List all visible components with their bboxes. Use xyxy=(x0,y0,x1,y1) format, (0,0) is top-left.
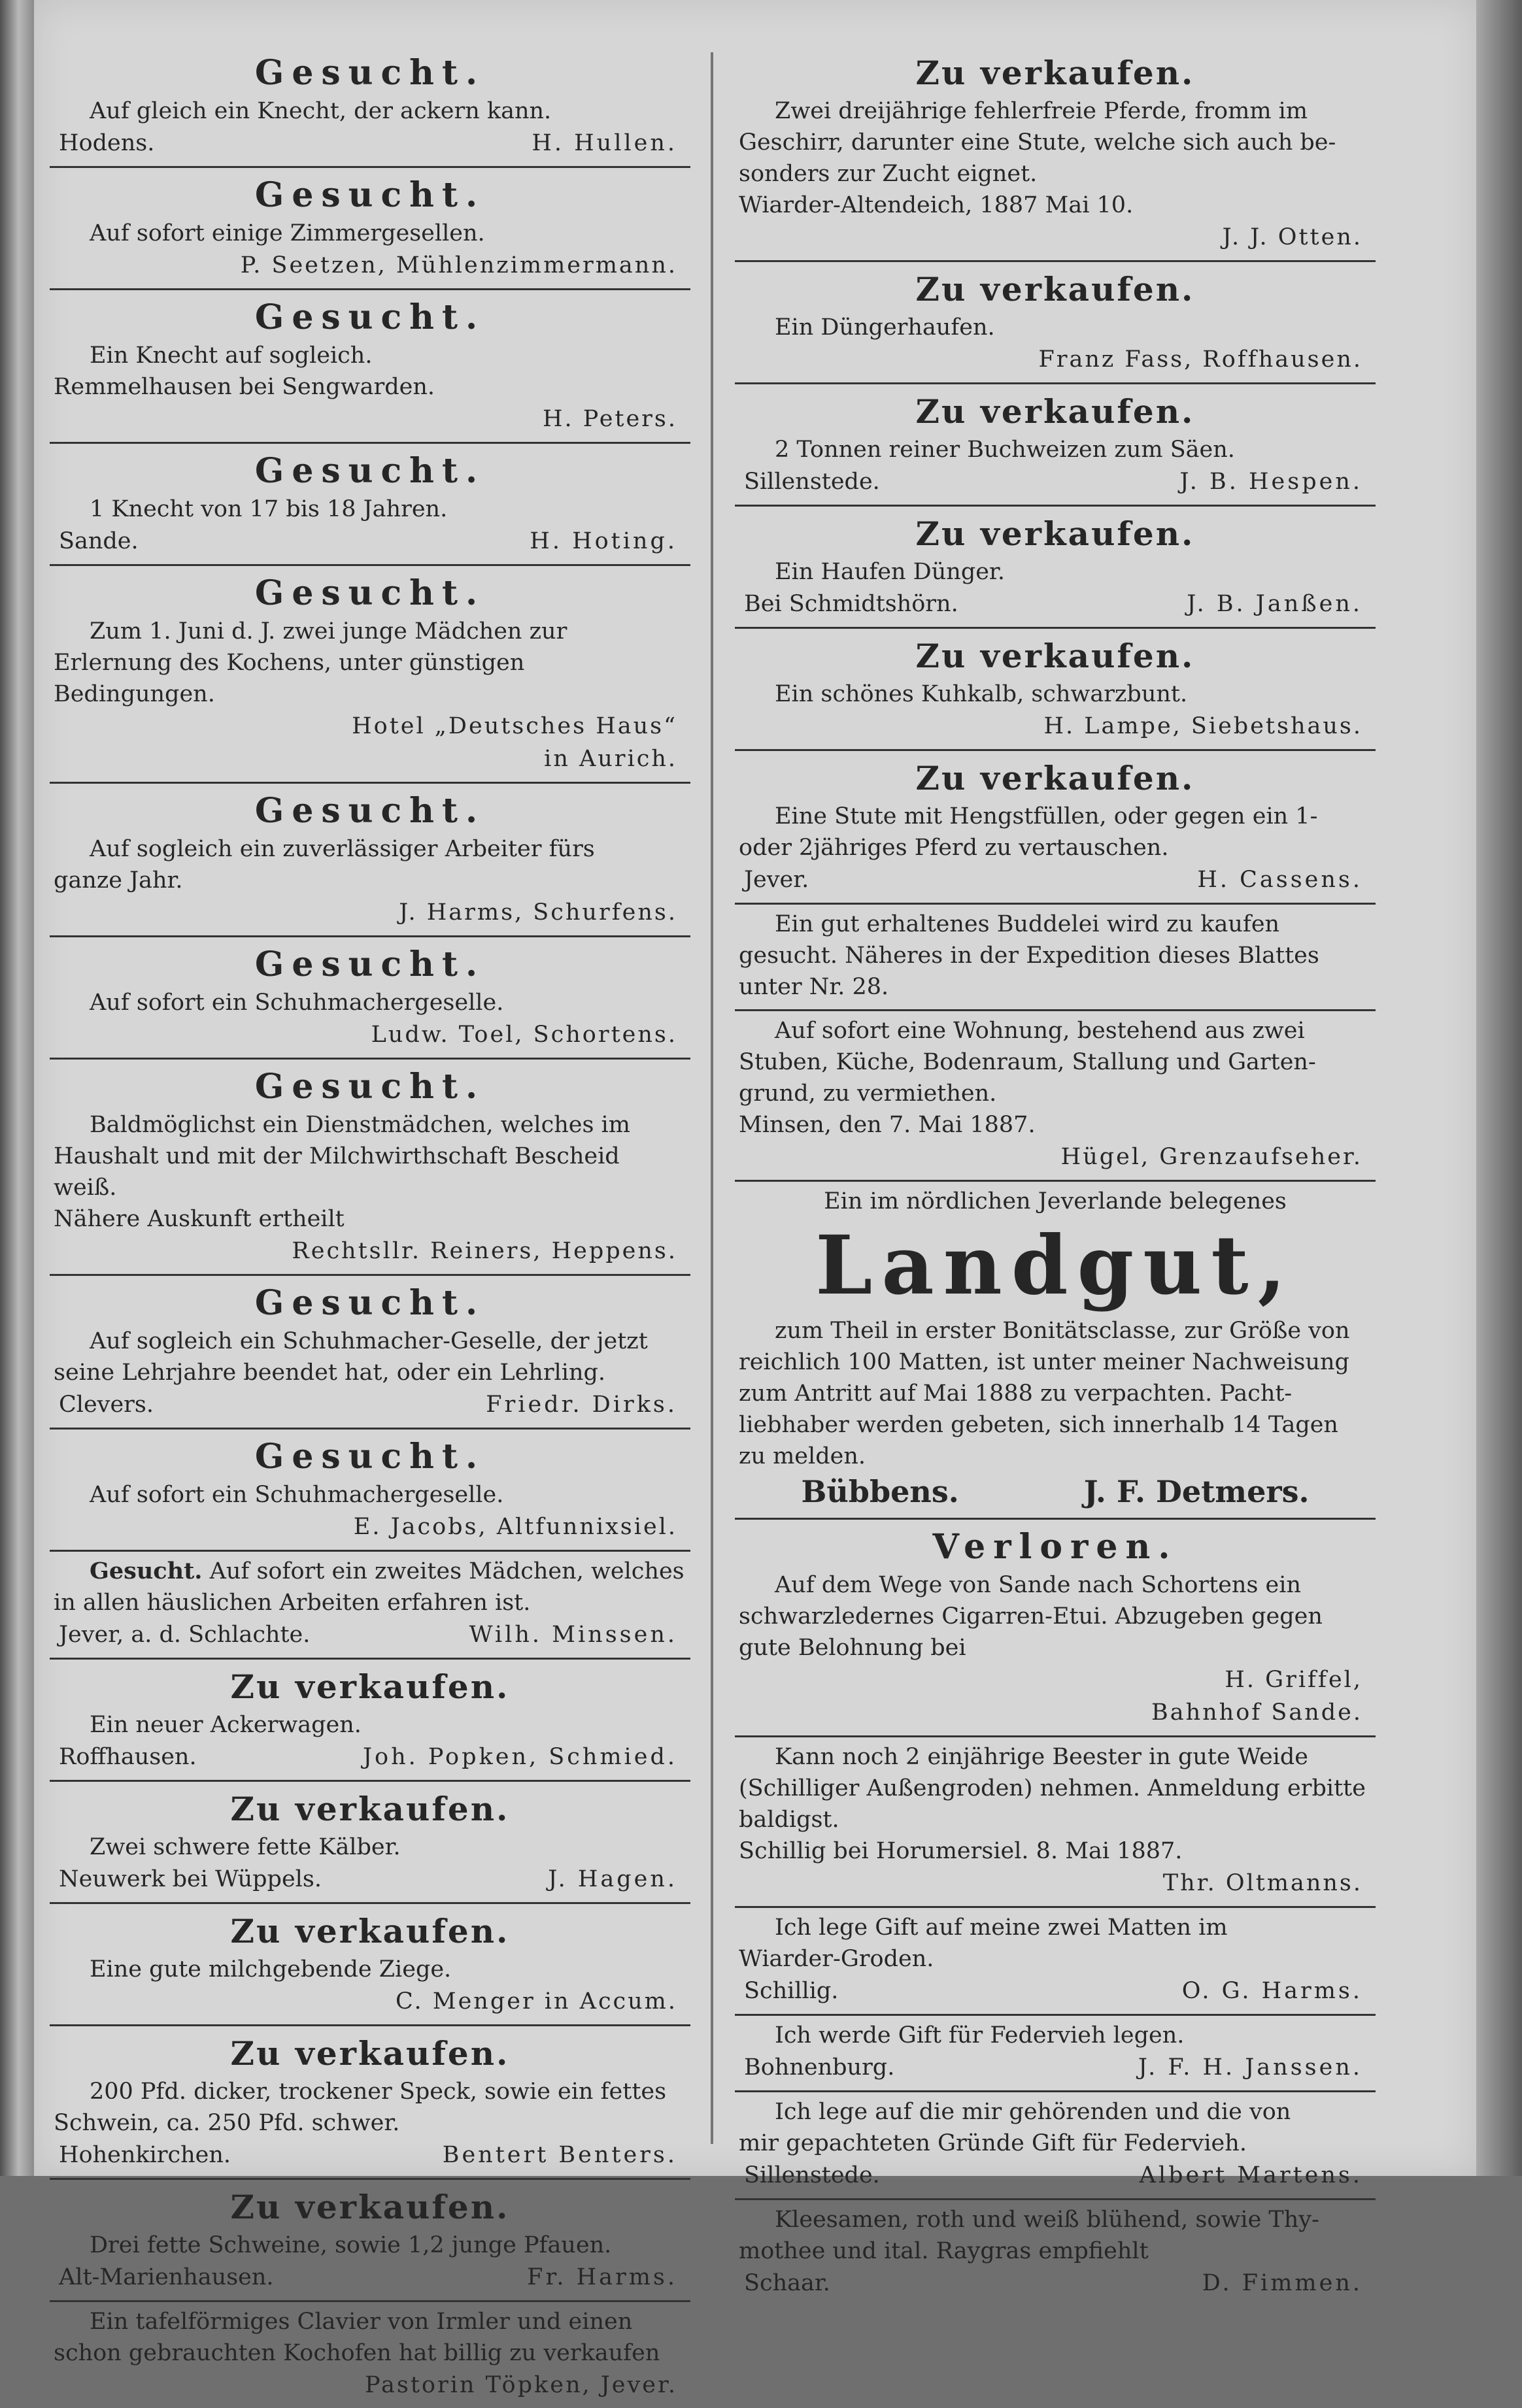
ad-signature xyxy=(739,2267,1372,2299)
ad-text-line: Ich lege Gift auf meine zwei Matten im xyxy=(775,1915,1228,1941)
ad-advertiser: H. Hoting. xyxy=(530,528,677,554)
ad-place: Roffhausen. xyxy=(59,1744,197,1770)
ad-advertiser: J. Harms, Schurfens. xyxy=(399,899,677,926)
ad-signature xyxy=(739,2159,1372,2192)
advertisement xyxy=(735,905,1376,1011)
ad-text-line: mir gepachteten Gründe Gift für Federvieh. xyxy=(739,2130,1247,2156)
ad-text-line: Auf gleich ein Knecht, der ackern kann. xyxy=(90,98,552,124)
advertisement xyxy=(50,566,690,784)
ad-place: Sillenstede. xyxy=(744,469,880,495)
ad-heading: Gesucht. xyxy=(254,945,486,984)
ad-advertiser: Wilh. Minssen. xyxy=(469,1622,677,1648)
advertisement xyxy=(735,262,1376,384)
advertisement xyxy=(735,1737,1376,1908)
ad-text-line: Schillig bei Horumersiel. 8. Mai 1887. xyxy=(739,1838,1183,1864)
ad-text-line: Baldmöglichst ein Dienstmädchen, welches im xyxy=(90,1112,630,1138)
advertisement xyxy=(735,507,1376,629)
ad-advertiser: J. J. Otten. xyxy=(1222,224,1362,250)
ad-signature xyxy=(54,1741,686,1773)
ad-heading: Zu verkaufen. xyxy=(915,759,1195,797)
ad-text-line: Kleesamen, roth und weiß blühend, sowie Thy- xyxy=(775,2207,1319,2233)
ad-text-line: Ein Knecht auf sogleich. xyxy=(90,343,373,369)
ad-heading: Zu verkaufen. xyxy=(230,2188,510,2226)
advertisement xyxy=(50,2026,690,2180)
ad-place: Jever. xyxy=(744,867,809,893)
ad-text-line: Geschirr, darunter eine Stute, welche sich auch be- xyxy=(739,129,1336,156)
left-column xyxy=(50,46,690,2408)
ad-text-line: (Schilliger Außengroden) nehmen. Anmeldung erbitte xyxy=(739,1775,1366,1801)
ad-heading: Gesucht. xyxy=(254,53,486,93)
ad-signature xyxy=(54,1863,686,1896)
advertisement xyxy=(735,1908,1376,2016)
ad-heading: Gesucht. xyxy=(254,175,486,215)
ad-text-line: Zum 1. Juni d. J. zwei junge Mädchen zur xyxy=(90,618,567,644)
advertisement xyxy=(50,168,690,290)
ad-text-line: Auf dem Wege von Sande nach Schortens ein xyxy=(775,1572,1301,1598)
ad-advertiser: Rechtsllr. Reiners, Heppens. xyxy=(292,1238,677,1264)
advertisement xyxy=(735,1520,1376,1737)
ad-text-line: Auf sogleich ein Schuhmacher-Geselle, der jetzt xyxy=(90,1328,648,1354)
advertisement xyxy=(735,1011,1376,1182)
ad-text-line: oder 2jähriges Pferd zu vertauschen. xyxy=(739,835,1169,861)
right-page-edge xyxy=(1476,0,1522,2176)
ad-text-line: in allen häuslichen Arbeiten erfahren ist. xyxy=(54,1590,531,1616)
ad-text-line: Erlernung des Kochens, unter günstigen Bedingungen. xyxy=(54,650,525,707)
ad-advertiser: E. Jacobs, Altfunnixsiel. xyxy=(353,1514,677,1540)
ad-heading: Verloren. xyxy=(932,1527,1178,1567)
ad-text-line: ganze Jahr. xyxy=(54,867,183,894)
ad-text-line: baldigst. xyxy=(739,1807,839,1833)
ad-text-line: sonders zur Zucht eignet. xyxy=(739,161,1038,187)
ad-advertiser: H. Lampe, Siebetshaus. xyxy=(1043,713,1362,739)
ad-text-line: 2 Tonnen reiner Buchweizen zum Säen. xyxy=(775,437,1235,463)
ad-heading: Zu verkaufen. xyxy=(915,392,1195,431)
ad-heading: Gesucht. xyxy=(254,1067,486,1107)
ad-advertiser: Hügel, Grenzaufseher. xyxy=(1060,1144,1362,1170)
ad-signature xyxy=(54,2139,686,2171)
ad-advertiser: C. Menger in Accum. xyxy=(395,1988,677,2015)
ad-text-line: Haushalt und mit der Milchwirthschaft Bescheid weiß. xyxy=(54,1143,620,1201)
ad-display-title: Landgut, xyxy=(815,1218,1295,1313)
ad-heading: Gesucht. xyxy=(254,1437,486,1477)
ad-advertiser: J. F. H. Janssen. xyxy=(1138,2054,1362,2081)
ad-advertiser: Pastorin Töpken, Jever. xyxy=(365,2372,677,2398)
ad-place: Schaar. xyxy=(744,2270,830,2296)
advertisement xyxy=(50,1276,690,1430)
ad-text-line: Auf sofort einige Zimmergesellen. xyxy=(90,220,485,246)
ad-advertiser: Franz Fass, Roffhausen. xyxy=(1038,346,1362,373)
ad-text-line: Ein tafelförmiges Clavier von Irmler und einen xyxy=(90,2309,633,2335)
ad-advertiser: D. Fimmen. xyxy=(1202,2270,1362,2296)
ad-text: Auf sofort ein zweites Mädchen, welches xyxy=(209,1558,685,1584)
newspaper-page xyxy=(34,0,1476,2398)
advertisement xyxy=(50,2180,690,2302)
ad-advertiser: J. F. Detmers. xyxy=(1083,1474,1310,1509)
advertisement xyxy=(50,1552,690,1660)
ad-advertiser: O. G. Harms. xyxy=(1181,1978,1362,2004)
ad-text-line: schwarzledernes Cigarren-Etui. Abzugeben gegen xyxy=(739,1603,1323,1630)
ad-text-line: Ein neuer Ackerwagen. xyxy=(90,1712,362,1738)
advertisement xyxy=(50,1060,690,1276)
ad-signature xyxy=(739,588,1372,620)
advertisement xyxy=(50,444,690,566)
ad-signature xyxy=(54,2261,686,2294)
ad-place: Hohenkirchen. xyxy=(59,2142,231,2168)
ad-signature xyxy=(54,1388,686,1421)
ad-text-line: Ein gut erhaltenes Buddelei wird zu kaufen xyxy=(775,911,1280,937)
ad-text-line: Remmelhausen bei Sengwarden. xyxy=(54,374,435,400)
ad-advertiser-detail: Bahnhof Sande. xyxy=(1151,1699,1362,1726)
ad-place: Neuwerk bei Wüppels. xyxy=(59,1866,322,1892)
ad-text-line: Ein Haufen Dünger. xyxy=(775,559,1005,585)
advertisement xyxy=(735,2016,1376,2092)
advertisement xyxy=(50,937,690,1060)
ad-heading: Zu verkaufen. xyxy=(230,2034,510,2073)
ad-text-line: Minsen, den 7. Mai 1887. xyxy=(739,1112,1036,1138)
right-column xyxy=(735,46,1376,2306)
ad-advertiser-detail: in Aurich. xyxy=(544,746,677,772)
ad-text-line: zum Theil in erster Bonitätsclasse, zur Größe von xyxy=(775,1318,1350,1344)
ad-text-line: Nähere Auskunft ertheilt xyxy=(54,1206,345,1232)
ad-advertiser: H. Hullen. xyxy=(532,130,677,156)
ad-place: Hodens. xyxy=(59,130,155,156)
advertisement xyxy=(50,1430,690,1552)
advertisement xyxy=(735,751,1376,905)
ad-text-line: Eine Stute mit Hengstfüllen, oder gegen ein 1- xyxy=(775,803,1318,829)
ad-text-line: 1 Knecht von 17 bis 18 Jahren. xyxy=(90,496,448,522)
ad-advertiser: H. Griffel, xyxy=(1225,1667,1362,1693)
ad-signature xyxy=(54,127,686,159)
ad-signature xyxy=(54,1618,686,1651)
advertisement xyxy=(735,1182,1376,1520)
ad-advertiser: Thr. Oltmanns. xyxy=(1162,1870,1362,1896)
ad-text-line: Schwein, ca. 250 Pfd. schwer. xyxy=(54,2110,400,2136)
ad-heading: Gesucht. xyxy=(254,451,486,491)
ad-place: Jever, a. d. Schlachte. xyxy=(59,1622,311,1648)
ad-heading: Zu verkaufen. xyxy=(915,514,1195,553)
ad-text-line: Kann noch 2 einjährige Beester in gute Weide xyxy=(775,1744,1308,1770)
ad-heading: Gesucht. xyxy=(254,573,486,613)
ad-place: Bohnenburg. xyxy=(744,2054,895,2081)
ad-heading: Zu verkaufen. xyxy=(230,1790,510,1828)
ad-text-line: Auf sogleich ein zuverlässiger Arbeiter fürs xyxy=(90,836,595,862)
ad-signature xyxy=(739,1975,1372,2007)
ad-heading: Gesucht. xyxy=(254,1283,486,1323)
ad-text-line: mothee und ital. Raygras empfiehlt xyxy=(739,2238,1149,2264)
ad-signature xyxy=(739,863,1372,896)
advertisement xyxy=(50,290,690,444)
ad-advertiser: J. B. Hespen. xyxy=(1179,469,1362,495)
ad-place: Alt-Marienhausen. xyxy=(59,2264,274,2290)
ad-heading: Zu verkaufen. xyxy=(230,1912,510,1950)
ad-advertiser: Albert Martens. xyxy=(1139,2162,1362,2188)
ad-text-line: seine Lehrjahre beendet hat, oder ein Lehrling. xyxy=(54,1360,606,1386)
advertisement xyxy=(735,2200,1376,2306)
ad-text-line: Eine gute milchgebende Ziege. xyxy=(90,1956,452,1982)
advertisement xyxy=(735,46,1376,262)
ad-signature xyxy=(54,525,686,558)
ad-place: Sillenstede. xyxy=(744,2162,880,2188)
ad-advertiser: Hotel „Deutsches Haus“ xyxy=(352,713,677,739)
ad-text-line: Auf sofort eine Wohnung, bestehend aus zwei xyxy=(775,1018,1305,1044)
ad-text-line: Drei fette Schweine, sowie 1,2 junge Pfauen. xyxy=(90,2232,612,2258)
left-page-edge xyxy=(0,0,34,2176)
ad-advertiser: Ludw. Toel, Schortens. xyxy=(371,1022,677,1048)
ad-text-line: Auf sofort ein Schuhmachergeselle. xyxy=(90,1482,504,1508)
ad-advertiser: P. Seetzen, Mühlenzimmermann. xyxy=(240,252,677,278)
ad-advertiser: H. Peters. xyxy=(542,406,677,432)
ad-heading: Gesucht. xyxy=(254,791,486,831)
ad-text-line: Zwei schwere fette Kälber. xyxy=(90,1834,401,1860)
ad-text-line: zum Antritt auf Mai 1888 zu verpachten. Pacht- xyxy=(739,1380,1293,1407)
ad-place: Bei Schmidtshörn. xyxy=(744,591,958,617)
ad-advertiser: Bentert Benters. xyxy=(442,2142,677,2168)
ad-heading: Zu verkaufen. xyxy=(915,637,1195,675)
ad-text-line: grund, zu vermiethen. xyxy=(739,1080,997,1107)
ad-text-line: Ein schönes Kuhkalb, schwarzbunt. xyxy=(775,681,1188,707)
ad-text-line xyxy=(54,1556,686,1587)
ad-intro: Ein im nördlichen Jeverlande belegenes xyxy=(824,1188,1287,1214)
ad-place: Sande. xyxy=(59,528,139,554)
ad-text-line: Auf sofort ein Schuhmachergeselle. xyxy=(90,990,504,1016)
advertisement xyxy=(735,629,1376,751)
ad-advertiser: Friedr. Dirks. xyxy=(486,1392,677,1418)
column-divider xyxy=(711,52,713,2144)
advertisement xyxy=(50,1904,690,2026)
ad-text-line: 200 Pfd. dicker, trockener Speck, sowie ein fettes xyxy=(90,2079,667,2105)
ad-signature xyxy=(739,1472,1372,1511)
ad-text-line: Wiarder-Groden. xyxy=(739,1946,934,1972)
ad-advertiser: Joh. Popken, Schmied. xyxy=(363,1744,677,1770)
ad-advertiser: J. Hagen. xyxy=(548,1866,677,1892)
ad-place: Clevers. xyxy=(59,1392,154,1418)
advertisement xyxy=(50,46,690,168)
ad-text-line: Ich werde Gift für Federvieh legen. xyxy=(775,2022,1185,2048)
advertisement xyxy=(50,1660,690,1782)
ad-text-line: Ich lege auf die mir gehörenden und die von xyxy=(775,2099,1291,2125)
advertisement xyxy=(50,2302,690,2408)
ad-text-line: liebhaber werden gebeten, sich innerhalb 14 Tagen xyxy=(739,1412,1338,1438)
advertisement xyxy=(735,2092,1376,2200)
ad-text-line: unter Nr. 28. xyxy=(739,974,889,1000)
ad-heading: Zu verkaufen. xyxy=(915,270,1195,309)
ad-heading: Zu verkaufen. xyxy=(230,1667,510,1706)
ad-heading: Gesucht. xyxy=(254,297,486,337)
advertisement xyxy=(50,1782,690,1904)
ad-advertiser: J. B. Janßen. xyxy=(1187,591,1362,617)
ad-signature xyxy=(739,465,1372,498)
ad-advertiser: H. Cassens. xyxy=(1197,867,1362,893)
advertisement xyxy=(735,384,1376,507)
ad-advertiser: Fr. Harms. xyxy=(527,2264,677,2290)
ad-text-line: zu melden. xyxy=(739,1443,866,1469)
ad-place: Schillig. xyxy=(744,1978,839,2004)
ad-text-line: Wiarder-Altendeich, 1887 Mai 10. xyxy=(739,192,1134,218)
ad-signature xyxy=(739,2051,1372,2084)
ad-heading: Zu verkaufen. xyxy=(915,54,1195,92)
ad-text-line: Zwei dreijährige fehlerfreie Pferde, fromm im xyxy=(775,98,1308,124)
ad-text-line: gesucht. Näheres in der Expedition dieses Blattes xyxy=(739,943,1319,969)
ad-text-line: Stuben, Küche, Bodenraum, Stallung und Garten- xyxy=(739,1049,1316,1075)
ad-lead: Gesucht. xyxy=(90,1558,203,1584)
ad-text-line: Ein Düngerhaufen. xyxy=(775,314,995,341)
ad-text-line: reichlich 100 Matten, ist unter meiner Nachweisung xyxy=(739,1349,1349,1375)
ad-text-line: schon gebrauchten Kochofen hat billig zu verkaufen xyxy=(54,2340,660,2366)
advertisement xyxy=(50,784,690,937)
ad-text-line: gute Belohnung bei xyxy=(739,1635,966,1661)
ad-place: Bübbens. xyxy=(801,1474,959,1509)
